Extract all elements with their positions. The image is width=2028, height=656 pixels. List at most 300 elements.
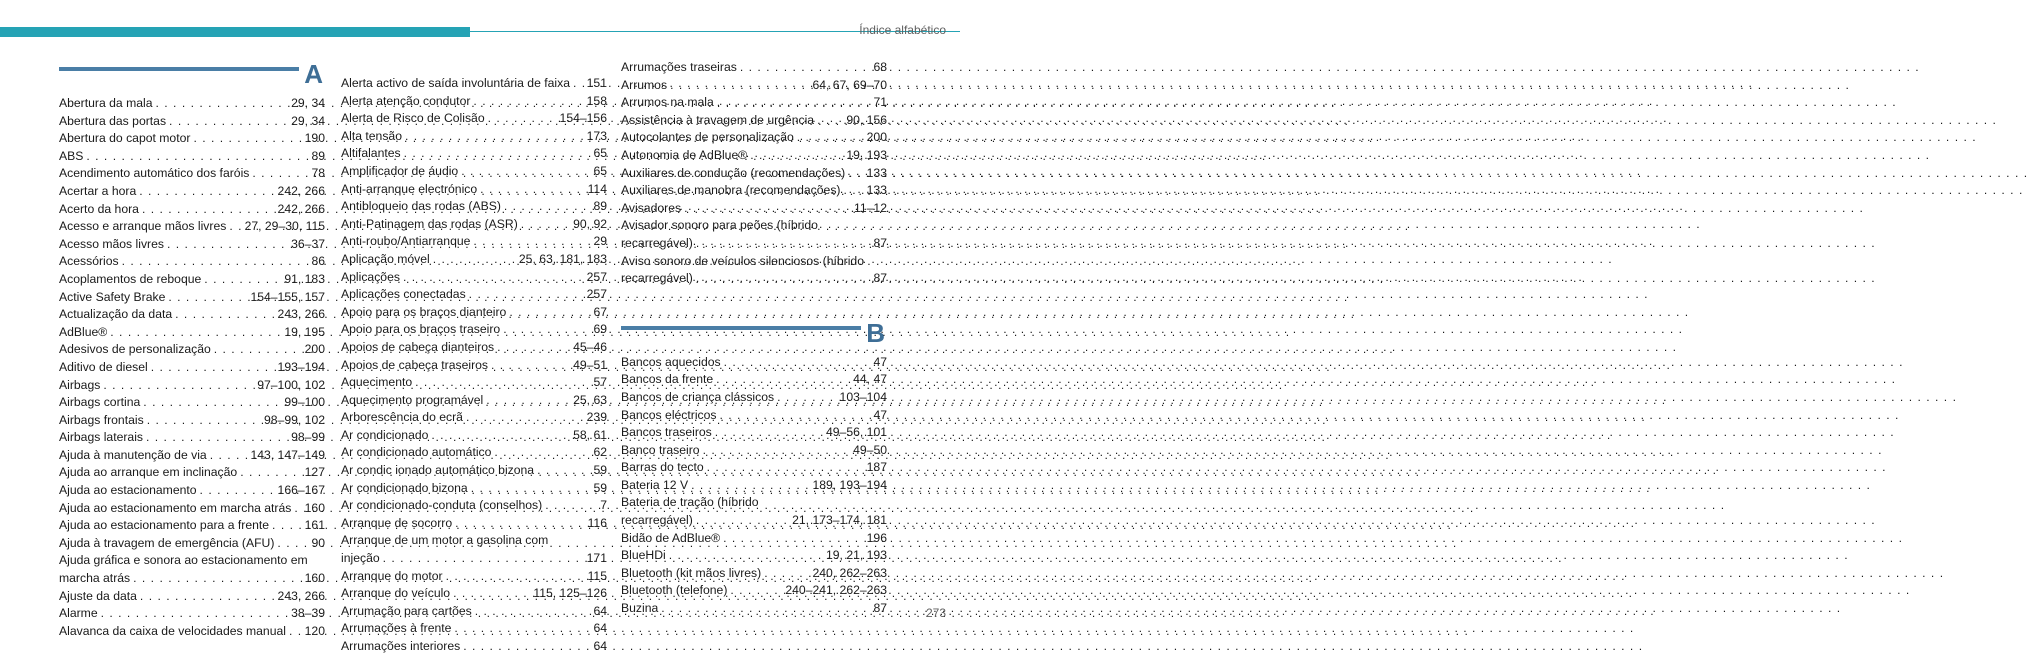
index-entry-pages: 65	[593, 146, 607, 161]
index-entry-term: Arrumações traseiras	[621, 60, 737, 74]
index-entry-pages: 44, 47	[853, 372, 887, 387]
index-entry	[59, 271, 325, 289]
leader-dots	[86, 148, 308, 166]
index-entry-term: Ar condicionado	[341, 427, 429, 442]
index-entry-term: Arrumações à frente	[341, 621, 452, 636]
index-entry	[59, 394, 325, 412]
index-entry	[341, 163, 607, 181]
index-entry	[621, 530, 887, 548]
index-entry-pages: 29, 34	[291, 96, 325, 110]
leader-dots	[480, 181, 584, 199]
leader-dots	[142, 201, 275, 219]
leader-dots	[720, 407, 871, 425]
page-header-title: Índice alfabético	[859, 23, 946, 37]
index-entry-pages: 59	[593, 463, 607, 478]
index-entry	[341, 374, 607, 392]
index-entry-term: Acendimento automático dos faróis	[59, 166, 250, 181]
index-entry-term: Bateria 12 V	[621, 477, 689, 492]
index-entry	[59, 412, 325, 430]
index-entry-term: Arranque de socorro	[341, 515, 453, 530]
leader-dots	[168, 289, 247, 307]
leader-dots	[229, 218, 241, 236]
index-entry-pages: 11–12	[854, 200, 887, 215]
index-entry-term: Bancos de criança clássicos	[621, 389, 775, 404]
leader-dots	[455, 515, 584, 533]
index-entry-term: Arranque do motor	[341, 568, 443, 583]
index-column-1	[59, 59, 325, 640]
index-entry	[341, 339, 607, 357]
index-entry-pages: 257	[586, 287, 607, 302]
leader-dots	[750, 147, 843, 165]
index-entry-pages: 78	[311, 166, 325, 181]
index-entry-term: Barras do tecto	[621, 460, 704, 475]
index-entry	[59, 201, 325, 219]
index-entry-term: Airbags	[59, 377, 101, 392]
index-entry-pages: 98–99, 102	[264, 412, 325, 427]
index-entry-pages: 242, 266	[277, 201, 325, 216]
leader-dots	[691, 477, 809, 495]
leader-dots	[684, 200, 851, 218]
index-entry-term: Airbags frontais	[59, 412, 144, 427]
leader-dots	[101, 605, 289, 623]
index-entry	[341, 603, 607, 621]
index-entry-pages: 59	[593, 480, 607, 495]
leader-dots	[294, 500, 301, 518]
index-entry-pages: 87	[873, 601, 887, 616]
index-entry-term: Aplicação móvel	[341, 251, 430, 266]
leader-dots	[475, 603, 591, 621]
index-entry-pages: 160	[304, 500, 325, 515]
leader-dots	[214, 341, 302, 359]
index-entry-pages: 257	[586, 269, 607, 284]
index-entry	[341, 304, 607, 322]
leader-dots	[403, 269, 584, 287]
index-entry-pages: 19, 195	[284, 324, 325, 339]
index-entry-pages: 19, 193	[846, 147, 887, 162]
index-entry	[341, 286, 607, 304]
leader-dots	[817, 112, 843, 130]
leader-dots	[473, 233, 590, 251]
index-entry-pages: 133	[866, 165, 887, 180]
index-entry	[341, 251, 607, 269]
index-entry-pages: 89	[311, 148, 325, 163]
index-entry-term: Alerta activo de saída involuntária de faixa	[341, 76, 570, 90]
leader-dots	[405, 128, 584, 146]
index-entry-pages: 25, 63, 181, 183	[518, 251, 607, 266]
index-entry-pages: 99–100	[284, 395, 325, 410]
index-entry-pages: 62	[593, 445, 607, 460]
index-entry-term: Apoios de cabeça traseiros	[341, 357, 489, 372]
index-entry-term: Airbags cortina	[59, 395, 141, 410]
index-entry-pages: 19, 21, 193	[826, 548, 887, 563]
leader-dots	[175, 306, 274, 324]
index-entry	[341, 75, 607, 93]
index-entry-pages: 193–194	[277, 359, 325, 374]
leader-dots	[453, 585, 530, 603]
index-entry-pages: 114	[587, 181, 607, 196]
leader-dots	[252, 165, 308, 183]
index-entry-pages: 115, 125–126	[533, 586, 607, 601]
index-entry	[341, 550, 607, 568]
leader-dots	[777, 389, 836, 407]
index-entry-pages: 240, 262–263	[812, 565, 887, 580]
index-entry	[341, 427, 607, 445]
leader-dots	[469, 286, 584, 304]
leader-dots	[133, 570, 302, 588]
index-entry-pages: 115	[587, 568, 607, 583]
leader-dots	[707, 459, 864, 477]
index-entry	[59, 623, 325, 641]
index-entry-pages: 196	[866, 530, 887, 545]
leader-dots	[797, 129, 864, 147]
index-entry-pages: 151	[586, 76, 607, 90]
header-accent-bar	[0, 27, 470, 37]
index-entry-term: Apoio para os braços dianteiro	[341, 304, 507, 319]
index-entry	[621, 407, 887, 425]
index-entry-pages: 90, 156	[846, 112, 887, 127]
index-entry-pages: 47	[873, 407, 887, 422]
index-entry-term: Arrumação para cartões	[341, 603, 472, 618]
index-entry	[621, 235, 887, 253]
index-entry	[341, 497, 607, 515]
index-entry	[341, 181, 607, 199]
index-entry	[59, 218, 325, 236]
index-entry-term: Alarme	[59, 606, 98, 621]
index-entry	[341, 321, 607, 339]
index-entry-pages: 239	[586, 410, 607, 425]
index-entry-term: Acerto da hora	[59, 201, 139, 216]
index-entry	[341, 128, 607, 146]
leader-dots	[661, 600, 870, 618]
index-entry-term: Auxiliares de condução (recomendações)	[621, 165, 846, 180]
index-entry-term: Avisador sonoro para peões (híbrido	[621, 218, 818, 233]
index-entry	[341, 233, 607, 251]
index-entry-pages: 171	[586, 551, 607, 566]
index-entry-term: Bancos traseiros	[621, 425, 712, 440]
index-entry	[621, 59, 887, 77]
index-entry-term: Ar condicionado bizona	[341, 480, 468, 495]
index-entry	[341, 198, 607, 216]
index-entry	[341, 462, 607, 480]
index-entry-term: Adesivos de personalização	[59, 342, 211, 357]
letter-heading	[59, 59, 325, 95]
index-entry-term: Arrumos na mala	[621, 95, 714, 110]
index-entry	[59, 183, 325, 201]
index-entry	[621, 270, 887, 288]
index-entry-term: Alavanca da caixa de velocidades manual	[59, 623, 286, 638]
index-entry-pages: 161	[304, 518, 325, 533]
leader-dots	[103, 377, 254, 395]
index-entry-term: Ajuda ao arranque em inclinação	[59, 465, 238, 480]
index-entry-pages: 68	[873, 60, 887, 74]
index-entry	[59, 253, 325, 271]
index-entry-pages: 127	[304, 465, 325, 480]
leader-dots	[167, 236, 288, 254]
index-entry-term: Aviso sonoro de veículos silenciosos (híbrido	[621, 253, 864, 268]
index-entry-pages: 189, 193–194	[812, 477, 887, 492]
index-entry-continuation: recarregável)	[621, 513, 693, 528]
index-entry-pages: 67	[593, 304, 607, 319]
index-entry-term: Antibloqueio das rodas (ABS)	[341, 199, 501, 214]
leader-dots	[504, 198, 591, 216]
index-entry-pages: 143, 147–149	[250, 447, 325, 462]
index-entry-pages: 90	[311, 535, 325, 550]
index-entry-pages: 87	[873, 235, 887, 250]
index-entry	[621, 582, 887, 600]
leader-dots	[703, 442, 851, 460]
letter-rule	[621, 326, 861, 330]
index-entry	[59, 130, 325, 148]
index-entry-term: Bluetooth (kit mãos livres)	[621, 565, 762, 580]
index-entry-pages: 64	[593, 639, 607, 653]
leader-dots	[669, 547, 823, 565]
index-entry-term: Apoio para os braços traseiro	[341, 322, 501, 337]
index-entry-pages: 45–46	[573, 339, 607, 354]
leader-dots	[204, 271, 281, 289]
index-entry-term: Aquecimento	[341, 375, 413, 390]
index-entry-term: Ajuda ao estacionamento	[59, 483, 197, 498]
index-entry-term: Apoios de cabeça dianteiros	[341, 339, 495, 354]
index-entry-term: Abertura do capot motor	[59, 131, 191, 146]
index-entry-pages: 187	[866, 460, 887, 475]
index-entry-term: Actualização da data	[59, 307, 173, 322]
leader-dots	[497, 339, 570, 357]
index-entry-pages: 89	[593, 199, 607, 214]
index-entry-pages: 86	[311, 254, 325, 269]
index-entry-term: Ar condic ionado automático bizona	[341, 463, 535, 478]
index-entry-pages: 154–156	[559, 111, 607, 126]
index-entry-pages: 116	[587, 515, 607, 530]
index-entry-continuation: recarregável)	[621, 271, 693, 286]
index-entry	[621, 129, 887, 147]
index-entry-term: Acesso mãos livres	[59, 236, 164, 251]
index-entry-term: Abertura das portas	[59, 113, 167, 128]
leader-dots	[537, 462, 590, 480]
index-entry-continuation: recarregável)	[621, 235, 693, 250]
index-entry	[621, 354, 887, 372]
index-entry	[621, 165, 887, 183]
index-entry-term: Alta tensão	[341, 128, 402, 143]
index-entry	[59, 341, 325, 359]
index-entry	[341, 480, 607, 498]
leader-dots	[146, 429, 288, 447]
index-entry-pages: 69	[593, 322, 607, 337]
leader-dots	[210, 447, 248, 465]
index-entry	[621, 512, 887, 530]
index-entry-term: Bancos eléctricos	[621, 407, 717, 422]
leader-dots	[730, 582, 782, 600]
leader-dots	[486, 392, 570, 410]
index-entry	[59, 605, 325, 623]
index-entry-pages: 38–39	[291, 606, 325, 621]
index-entry-pages: 71	[873, 95, 887, 110]
leader-dots	[272, 517, 302, 535]
index-entry	[621, 94, 887, 112]
index-entry-pages: 120	[304, 623, 325, 638]
leader-dots	[494, 444, 590, 462]
index-entry	[621, 600, 887, 618]
leader-dots	[151, 359, 275, 377]
index-entry-pages: 166–167	[277, 483, 325, 498]
index-entry	[341, 357, 607, 375]
leader-dots	[696, 512, 789, 530]
index-entry	[621, 182, 887, 200]
index-entry	[59, 113, 325, 131]
leader-dots	[696, 270, 871, 288]
index-entry-term: Auxiliares de manobra (recomendações)	[621, 183, 841, 198]
index-entry-pages: 154–155, 157	[250, 289, 325, 304]
index-entry-continuation: injeção	[341, 551, 380, 566]
index-entry-pages: 65	[593, 163, 607, 178]
page-number: 273	[925, 606, 946, 620]
index-entry-continuation: marcha atrás	[59, 571, 131, 586]
leader-dots	[764, 565, 809, 583]
index-entry-term: Bancos aquecidos	[621, 354, 721, 369]
index-entry-pages: 243, 266	[277, 588, 325, 603]
index-entry	[59, 236, 325, 254]
index-entry	[341, 93, 607, 111]
leader-dots	[156, 95, 289, 113]
leader-dots	[717, 94, 871, 112]
leader-dots	[122, 253, 309, 271]
index-entry-term: Airbags laterais	[59, 430, 143, 445]
index-entry-term: Altifalantes	[341, 146, 401, 161]
index-entry	[59, 500, 325, 518]
index-entry-pages: 58, 61	[573, 427, 607, 442]
index-entry-term: Acessórios	[59, 254, 119, 269]
index-entry	[621, 112, 887, 130]
letter-heading	[621, 318, 887, 354]
index-entry-term: Alerta atenção condutor	[341, 93, 471, 108]
leader-dots	[521, 216, 570, 234]
index-entry	[59, 517, 325, 535]
index-entry	[621, 442, 887, 460]
index-entry-pages: 21, 173–174, 181	[792, 513, 887, 528]
index-entry-term: Ar condicionado-conduta (conselhos)	[341, 498, 543, 513]
index-entry-pages: 190	[304, 131, 325, 146]
leader-dots	[454, 620, 590, 638]
index-entry-pages: 47	[873, 354, 887, 369]
index-entry-term: Buzina	[621, 601, 659, 616]
index-entry-term: Anti-Patinagem das rodas (ASR)	[341, 216, 518, 231]
index-entry-term: Assistência à travagem de urgência	[621, 112, 815, 127]
leader-dots	[193, 130, 301, 148]
index-entry	[621, 371, 887, 389]
index-entry	[621, 477, 887, 495]
index-entry	[341, 620, 607, 638]
leader-dots	[200, 482, 275, 500]
index-entry	[621, 424, 887, 442]
index-entry	[341, 110, 607, 128]
index-entry	[341, 392, 607, 410]
leader-dots	[509, 304, 590, 322]
index-entry	[59, 165, 325, 183]
index-entry-term: Amplificador de áudio	[341, 163, 459, 178]
leader-dots	[715, 424, 823, 442]
index-entry-term: Bidão de AdBlue®	[621, 530, 721, 545]
index-entry-term: Autonomia de AdBlue®	[621, 147, 748, 162]
index-entry-pages: 27, 29–30, 115	[244, 219, 325, 234]
index-entry-term: Arranque do veículo	[341, 586, 451, 601]
index-entry-term: Abertura da mala	[59, 96, 153, 110]
index-entry	[621, 547, 887, 565]
index-entry	[341, 444, 607, 462]
index-entry	[59, 588, 325, 606]
index-entry	[621, 389, 887, 407]
index-entry	[59, 148, 325, 166]
index-entry	[621, 77, 887, 95]
leader-dots	[169, 113, 288, 131]
index-entry-term: Aplicações conectadas	[341, 287, 466, 302]
index-entry-term: Aditivo de diesel	[59, 359, 148, 374]
index-entry-pages: 64	[593, 621, 607, 636]
index-entry	[59, 289, 325, 307]
index-column-3	[621, 59, 887, 618]
index-entry-term: Autocolantes de personalização	[621, 130, 794, 145]
leader-dots	[110, 324, 281, 342]
leader-dots	[696, 235, 871, 253]
leader-dots	[670, 77, 809, 95]
index-entry	[59, 535, 325, 553]
index-entry-term: Avisadores	[621, 200, 682, 215]
index-entry-pages: 64, 67, 69–70	[812, 77, 887, 92]
leader-dots	[843, 182, 863, 200]
index-entry-pages: 242, 266	[277, 183, 325, 198]
index-entry	[341, 638, 607, 656]
index-entry-pages: 200	[304, 342, 325, 357]
index-entry-term: Bluetooth (telefone)	[621, 583, 728, 598]
index-entry-term: BlueHDi	[621, 548, 666, 563]
index-entry-term: ABS	[59, 148, 84, 163]
index-entry	[621, 459, 887, 477]
index-entry	[59, 359, 325, 377]
index-entry-term: Acesso e arranque mãos livres	[59, 219, 227, 234]
index-entry-term: Anti-arranque electrónico	[341, 181, 478, 196]
index-entry	[59, 429, 325, 447]
index-entry-term: Banco traseiro	[621, 442, 700, 457]
leader-dots	[463, 638, 590, 656]
leader-dots	[383, 550, 584, 568]
leader-dots	[740, 59, 871, 77]
index-entry-pages: 36–37	[291, 236, 325, 251]
index-entry-term: Arrumos	[621, 77, 668, 92]
index-entry	[59, 324, 325, 342]
index-entry	[59, 306, 325, 324]
index-entry	[59, 95, 325, 113]
index-entry-term: Anti-roubo/Antiarranque	[341, 234, 471, 249]
index-entry-pages: 98–99	[291, 430, 325, 445]
leader-dots	[147, 412, 261, 430]
index-entry-pages: 7	[600, 498, 607, 513]
leader-dots	[289, 623, 302, 641]
index-entry-term: Ajuda ao estacionamento em marcha atrás	[59, 500, 292, 515]
index-entry-term: Acertar a hora	[59, 183, 137, 198]
leader-dots	[143, 394, 281, 412]
index-entry-term: Arborescência do ecrã	[341, 410, 463, 425]
leader-dots	[277, 535, 308, 553]
index-entry	[341, 515, 607, 533]
index-entry-term: Alerta de Risco de Colisão	[341, 111, 485, 126]
index-entry	[621, 565, 887, 583]
index-entry	[341, 269, 607, 287]
index-entry-pages: 160	[304, 571, 325, 586]
index-entry-pages: 25, 63	[573, 392, 607, 407]
index-entry-pages: 173	[586, 128, 607, 143]
leader-dots	[473, 93, 583, 111]
letter-rule	[59, 67, 299, 71]
leader-dots	[471, 480, 591, 498]
index-entry	[59, 570, 325, 588]
